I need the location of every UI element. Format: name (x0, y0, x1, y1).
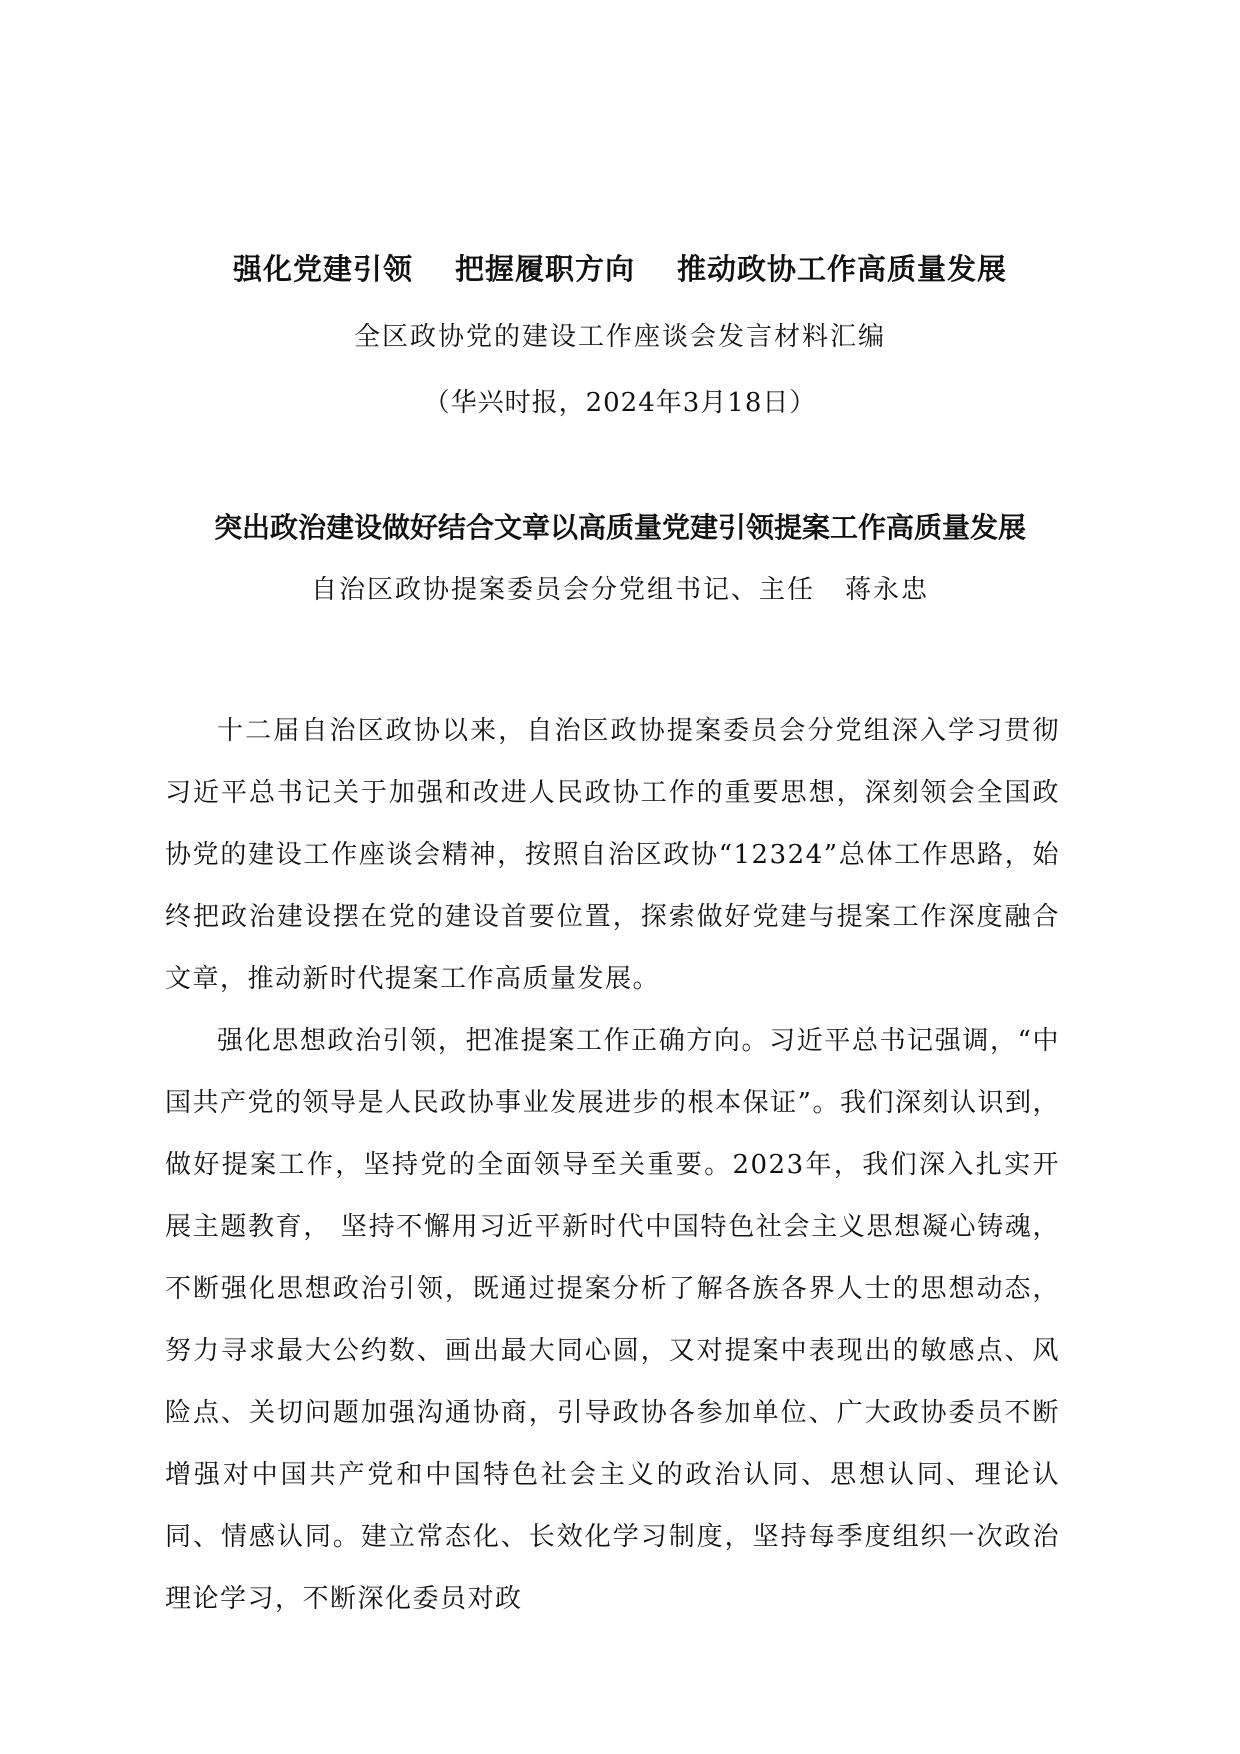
author-title: 自治区政协提案委员会分党组书记、主任 (310, 575, 815, 605)
body-paragraph-2: 强化思想政治引领，把准提案工作正确方向。习近平总书记强调，“中国共产党的领导是人民政协事业发展进步的根本保证”。我们深刻认识到，做好提案工作，坚持党的全面领导至关重要。2023年，我们深入扎实开展主题教育， 坚持不懈用习近平新时代中国特色社会主义思想凝心铸魂，不断强化思想政治引领，既通过提案分析了解各族各界人士的思想动态，努力寻求最大公约数、画出最大同心圆，又对提案中表现出的敏感点、风险点、关切问题加强沟通协商，引导政协各参加单位、广大政协委员不断增强对中国共产党和中国特色社会主义的政治认同、思想认同、理论认同、情感认同。建立常态化、长效化学习制度，坚持每季度组织一次政治理论学习，不断深化委员对政 (165, 1026, 1060, 1614)
body-paragraph-1: 十二届自治区政协以来，自治区政协提案委员会分党组深入学习贯彻习近平总书记关于加强和改进人民政协工作的重要思想，深刻领会全国政协党的建设工作座谈会精神，按照自治区政协“12324”总体工作思路，始终把政治建设摆在党的建设首要位置，探索做好党建与提案工作深度融合文章，推动新时代提案工作高质量发展。 (165, 716, 1060, 994)
article-body (165, 700, 1060, 1630)
main-title-part-3: 推动政协工作高质量发展 (677, 252, 1008, 286)
main-title-part-1: 强化党建引领 (232, 252, 413, 286)
author-line (0, 569, 1240, 606)
document-subtitle: 全区政协党的建设工作座谈会发言材料汇编 (353, 322, 886, 352)
document-main-title (0, 247, 1240, 288)
article-title: 突出政治建设做好结合文章以高质量党建引领提案工作高质量发展 (213, 511, 1026, 544)
author-name: 蒋永忠 (845, 575, 930, 605)
main-title-part-2: 把握履职方向 (454, 252, 635, 286)
publication-source: （华兴时报，2024年3月18日） (423, 388, 817, 418)
